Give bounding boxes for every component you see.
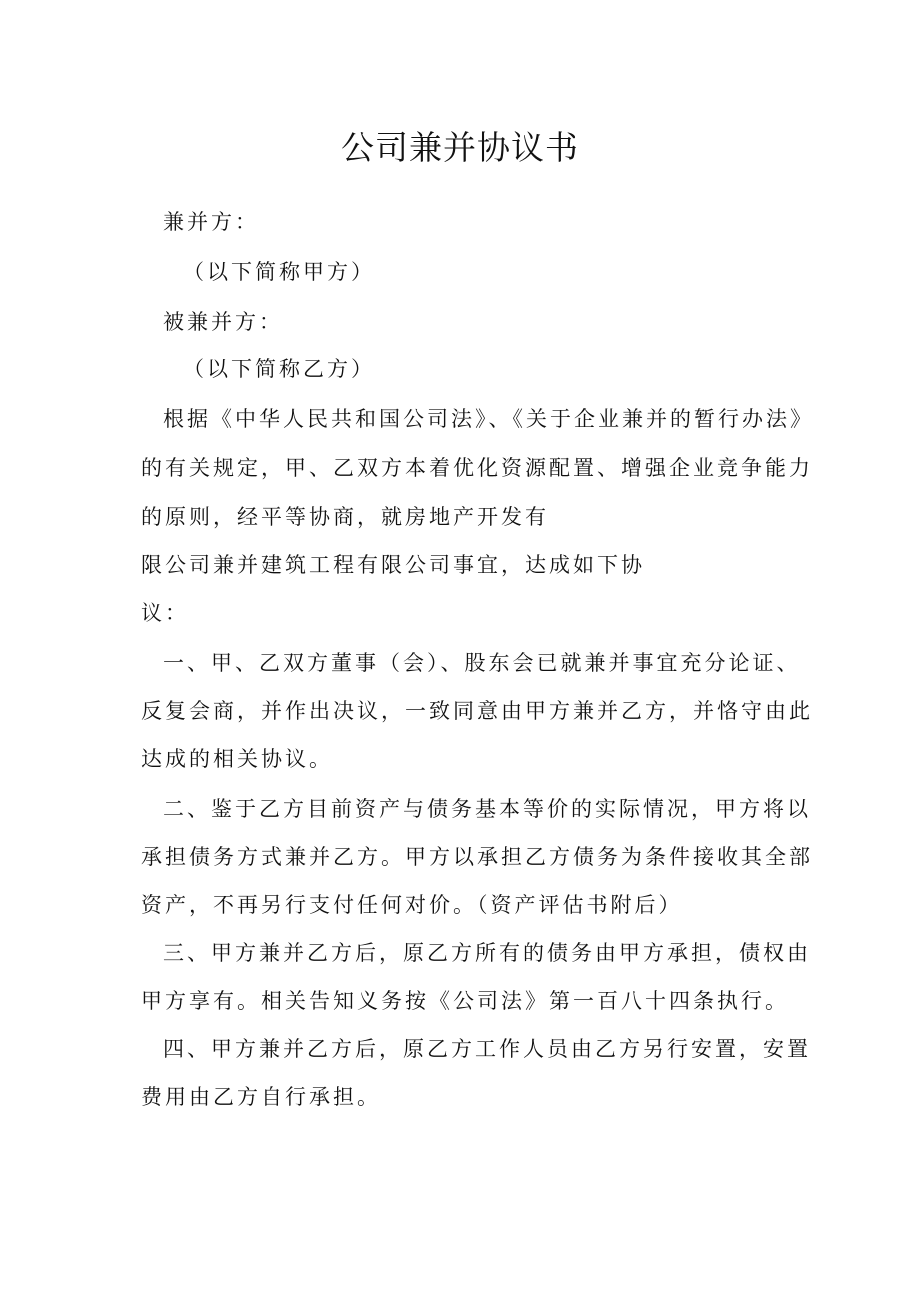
preamble-line: 限公司兼并建筑工程有限公司事宜，达成如下协 bbox=[141, 553, 645, 577]
clause-2-line: 承担债务方式兼并乙方。甲方以承担乙方债务为条件接收其全部 bbox=[141, 845, 813, 869]
clause-2-line: 资产，不再另行支付任何对价。（资产评估书附后） bbox=[141, 893, 683, 917]
preamble-line: 的原则，经平等协商，就房地产开发有 bbox=[141, 505, 549, 529]
clause-3-line: 三、甲方兼并乙方后，原乙方所有的债务由甲方承担，债权由 bbox=[163, 941, 811, 965]
clause-1-line: 一、甲、乙双方董事（会）、股东会已就兼并事宜充分论证、 bbox=[163, 651, 801, 675]
party-b-note: （以下简称乙方） bbox=[183, 357, 375, 381]
clause-4-line: 费用由乙方自行承担。 bbox=[141, 1085, 381, 1109]
clause-3-line: 甲方享有。相关告知义务按《公司法》第一百八十四条执行。 bbox=[141, 989, 789, 1013]
party-a-note: （以下简称甲方） bbox=[183, 260, 375, 284]
preamble-line: 根据《中华人民共和国公司法》、《关于企业兼并的暂行办法》 bbox=[163, 407, 814, 431]
preamble-line: 议： bbox=[141, 601, 189, 625]
party-b-label: 被兼并方： bbox=[163, 310, 283, 334]
clause-4-line: 四、甲方兼并乙方后，原乙方工作人员由乙方另行安置，安置 bbox=[163, 1037, 811, 1061]
preamble-line: 的有关规定，甲、乙双方本着优化资源配置、增强企业竞争能力 bbox=[141, 456, 813, 480]
clause-2-line: 二、鉴于乙方目前资产与债务基本等价的实际情况，甲方将以 bbox=[163, 797, 811, 821]
document-title: 公司兼并协议书 bbox=[341, 128, 579, 167]
clause-1-line: 达成的相关协议。 bbox=[141, 747, 333, 771]
party-a-label: 兼并方： bbox=[163, 210, 259, 234]
clause-1-line: 反复会商，并作出决议，一致同意由甲方兼并乙方，并恪守由此 bbox=[141, 699, 813, 723]
